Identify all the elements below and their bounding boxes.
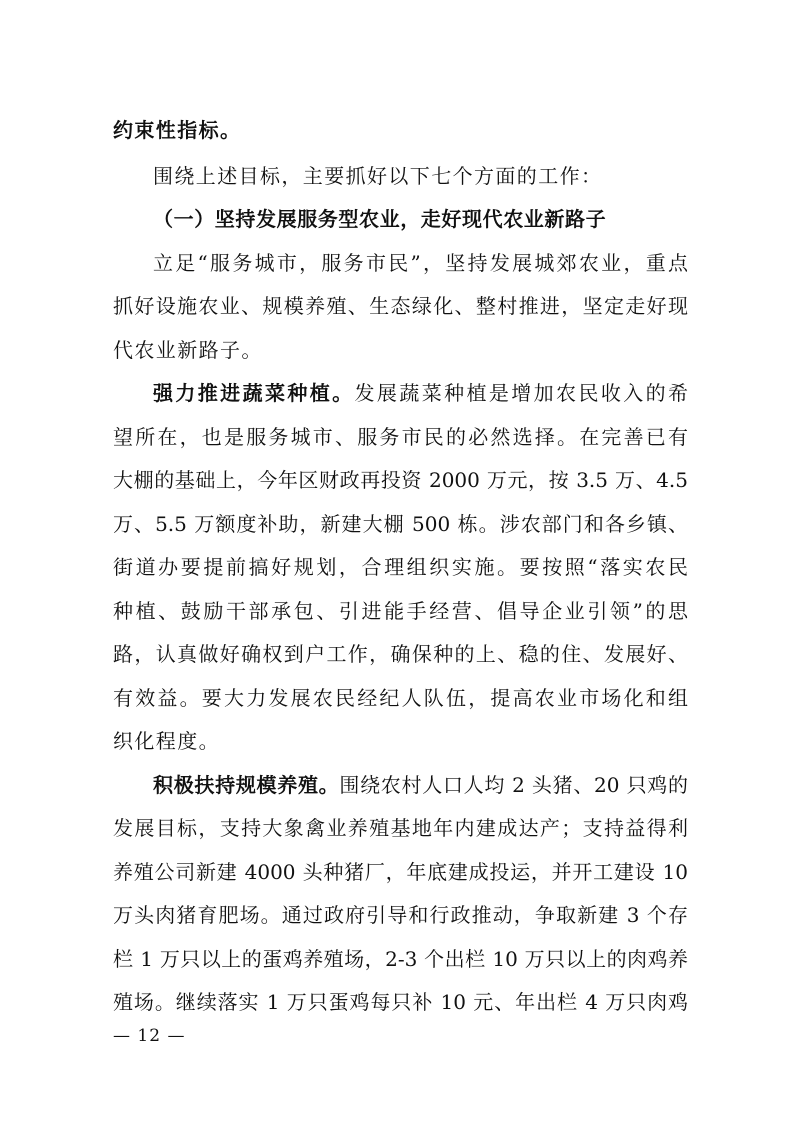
page-number: — 12 — — [113, 1026, 186, 1046]
paragraph-line: 栏 1 万只以上的蛋鸡养殖场，2-3 个出栏 10 万只以上的肉鸡养 — [113, 947, 688, 971]
paragraph-line: 积极扶持规模养殖。围绕农村人口人均 2 头猪、20 只鸡的 — [153, 773, 688, 797]
paragraph-line: 强力推进蔬菜种植。发展蔬菜种植是增加农民收入的希 — [153, 381, 689, 405]
paragraph-line: 抓好设施农业、规模养殖、生态绿化、整村推进，坚定走好现 — [113, 294, 688, 318]
paragraph-line: 种植、鼓励干部承包、引进能手经营、倡导企业引领”的思 — [113, 599, 688, 623]
paragraph-line: 路，认真做好确权到户工作，确保种的上、稳的住、发展好、 — [113, 642, 688, 666]
paragraph-line: 代农业新路子。 — [113, 338, 263, 362]
paragraph-line: 街道办要提前搞好规划，合理组织实施。要按照“落实农民 — [113, 555, 688, 579]
paragraph-line: 约束性指标。 — [113, 118, 242, 142]
section-heading: （一）坚持发展服务型农业，走好现代农业新路子 — [153, 207, 607, 231]
paragraph-line: 万头肉猪育肥场。通过政府引导和行政推动，争取新建 3 个存 — [113, 903, 688, 927]
paragraph-line: 养殖公司新建 4000 头种猪厂，年底建成投运，并开工建设 10 — [113, 860, 688, 884]
paragraph-line: 发展目标，支持大象禽业养殖基地年内建成达产；支持益得利 — [113, 816, 688, 840]
paragraph-lead: 积极扶持规模养殖。 — [153, 773, 340, 797]
paragraph-line: 有效益。要大力发展农民经纪人队伍，提高农业市场化和组 — [113, 686, 688, 710]
paragraph-line: 万、5.5 万额度补助，新建大棚 500 栋。涉农部门和各乡镇、 — [113, 512, 688, 536]
paragraph-line: 织化程度。 — [113, 729, 220, 753]
paragraph-line: 大棚的基础上，今年区财政再投资 2000 万元，按 3.5 万、4.5 — [113, 468, 688, 492]
paragraph-line: 立足“服务城市，服务市民”，坚持发展城郊农业，重点 — [153, 251, 688, 275]
paragraph-line: 望所在，也是服务城市、服务市民的必然选择。在完善已有 — [113, 425, 688, 449]
paragraph-line: 殖场。继续落实 1 万只蛋鸡每只补 10 元、年出栏 4 万只肉鸡 — [113, 990, 688, 1014]
paragraph-line: 围绕上述目标，主要抓好以下七个方面的工作： — [153, 164, 603, 188]
paragraph-lead: 强力推进蔬菜种植。 — [153, 381, 355, 405]
